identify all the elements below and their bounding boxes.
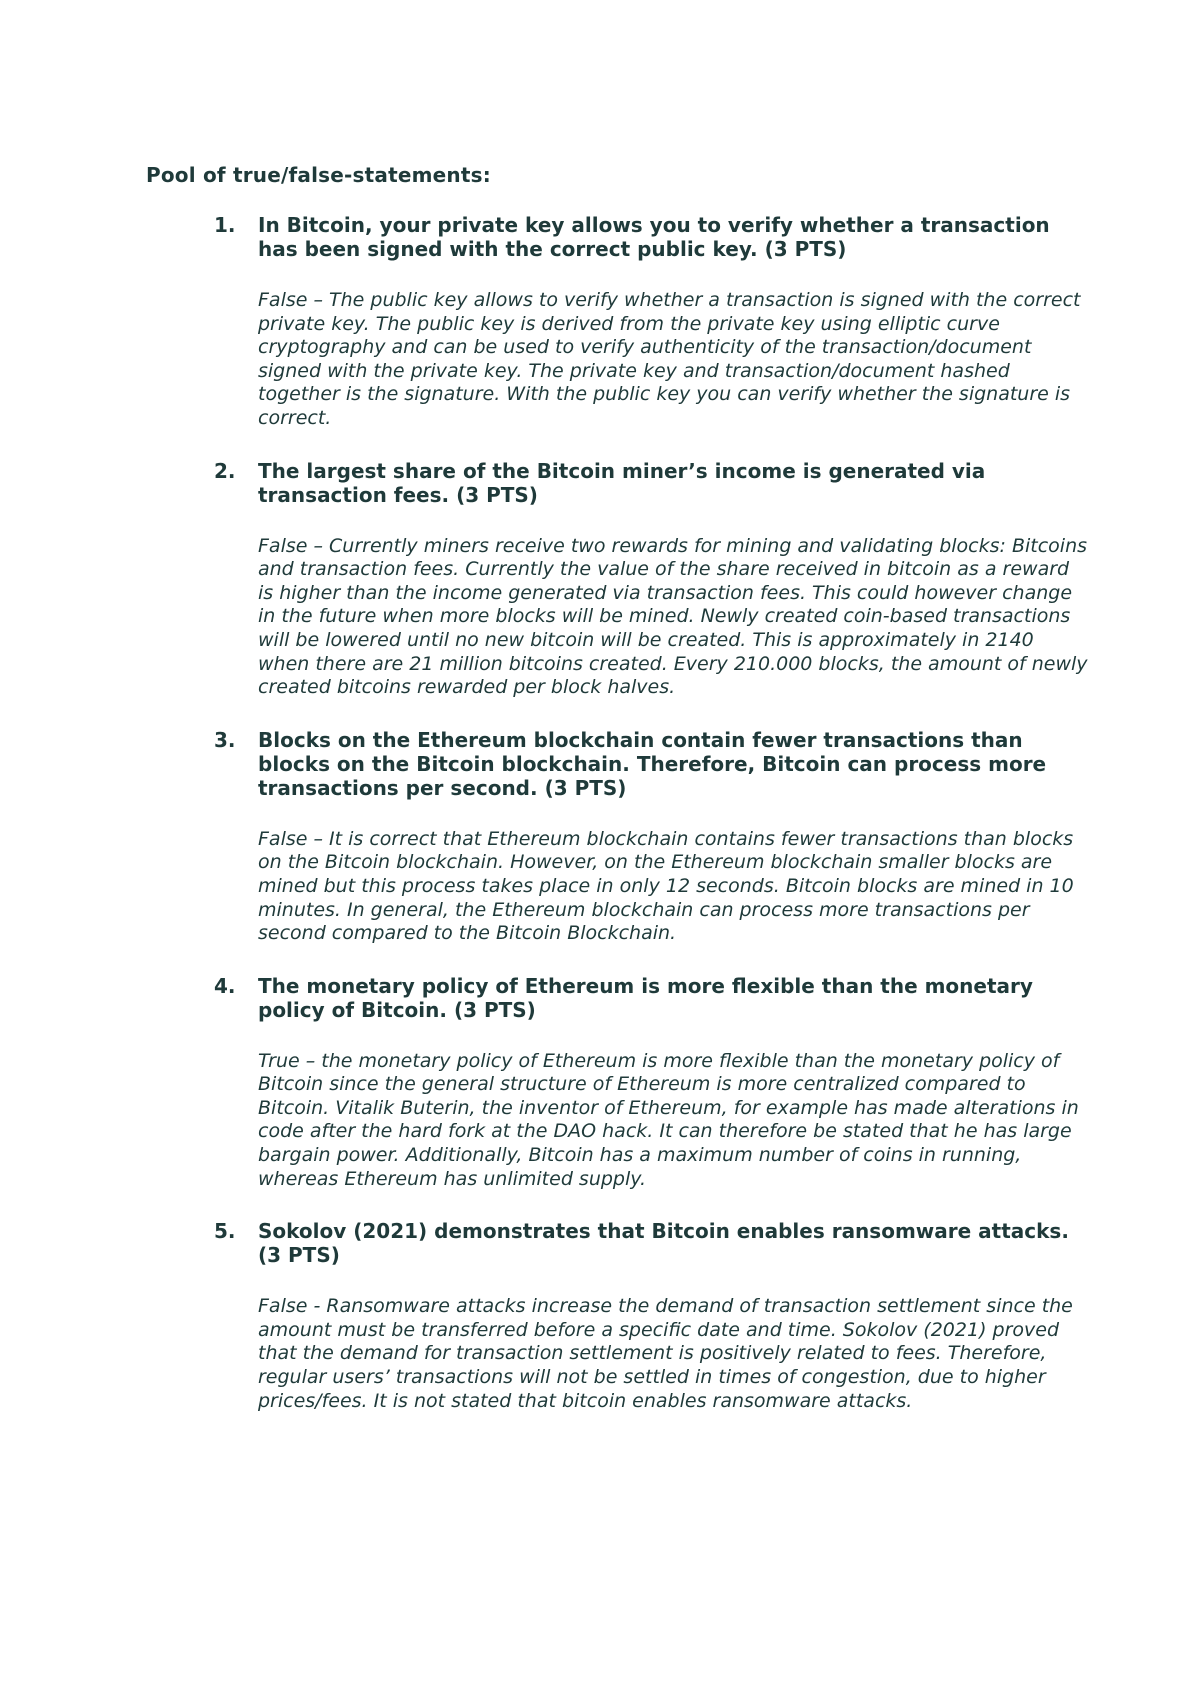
list-item	[214, 458, 1088, 700]
list-item	[214, 1219, 1074, 1413]
item-number: 2.	[214, 458, 236, 483]
item-number: 4.	[214, 973, 236, 998]
item-number: 1.	[214, 213, 236, 237]
statement-question: The monetary policy of Ethereum is more flexible than the monetary policy of Bitcoin. (3 PTS)	[258, 973, 1033, 1022]
statement-answer: False – It is correct that Ethereum blockchain contains fewer transactions than blocks on the Bitcoin blockchain. However, on the Ethereum blockchain smaller blocks are mined but this process takes place in only 12 seconds. Bitcoin blocks are mined in 10 minutes. In general, the Ethereum blockchain can process more transactions per second compared to the Bitcoin Blockchain.	[258, 827, 1074, 945]
item-number: 3.	[214, 727, 236, 752]
statement-question: In Bitcoin, your private key allows you to verify whether a transaction has been signed with the correct public key. (3 PTS)	[258, 213, 1050, 261]
statement-question: The largest share of the Bitcoin miner’s income is generated via transaction fees. (3 PTS)	[258, 458, 986, 507]
statement-list	[214, 213, 1088, 1441]
statement-question: Blocks on the Ethereum blockchain contain fewer transactions than blocks on the Bitcoin blockchain. Therefore, Bitcoin can process more transactions per second. (3 PTS)	[258, 727, 1047, 800]
list-item	[214, 213, 1081, 431]
statement-answer: False - Ransomware attacks increase the demand of transaction settlement since the amount must be transferred before a specific date and time. Sokolov (2021) proved that the demand for transaction settlement is positively related to fees. Therefore, regular users’ transactions will not be settled in times of congestion, due to higher prices/fees. It is not stated that bitcoin enables ransomware attacks.	[258, 1295, 1073, 1412]
statement-answer: False – Currently miners receive two rewards for mining and validating blocks: Bitcoins and transaction fees. Currently the value of the share received in bitcoin as a reward is higher than the income generated via transaction fees. This could however change in the future when more blocks will be mined. Newly created coin-based transactions will be lowered until no new bitcoin will be created. This is approximately in 2140 when there are 21 million bitcoins created. Every 210.000 blocks, the amount of newly created bitcoins rewarded per block halves.	[258, 534, 1088, 699]
item-number: 5.	[214, 1219, 236, 1244]
statement-answer: False – The public key allows to verify whether a transaction is signed with the correct private key. The public key is derived from the private key using elliptic curve cryptography and can be used to verify authenticity of the transaction/document signed with the private key. The private key and transaction/document hashed together is the signature. With the public key you can verify whether the signature is correct.	[258, 289, 1081, 429]
statement-question: Sokolov (2021) demonstrates that Bitcoin enables ransomware attacks. (3 PTS)	[258, 1219, 1069, 1268]
list-item	[214, 728, 1074, 946]
page-title: Pool of true/false-statements:	[146, 163, 491, 187]
statement-answer: True – the monetary policy of Ethereum is more flexible than the monetary policy of Bitcoin since the general structure of Ethereum is more centralized compared to Bitcoin. Vitalik Buterin, the inventor of Ethereum, for example has made alterations in code after the hard fork at the DAO hack. It can therefore be stated that he has large bargain power. Additionally, Bitcoin has a maximum number of coins in running, whereas Ethereum has unlimited supply.	[258, 1049, 1079, 1190]
list-item	[214, 973, 1079, 1192]
